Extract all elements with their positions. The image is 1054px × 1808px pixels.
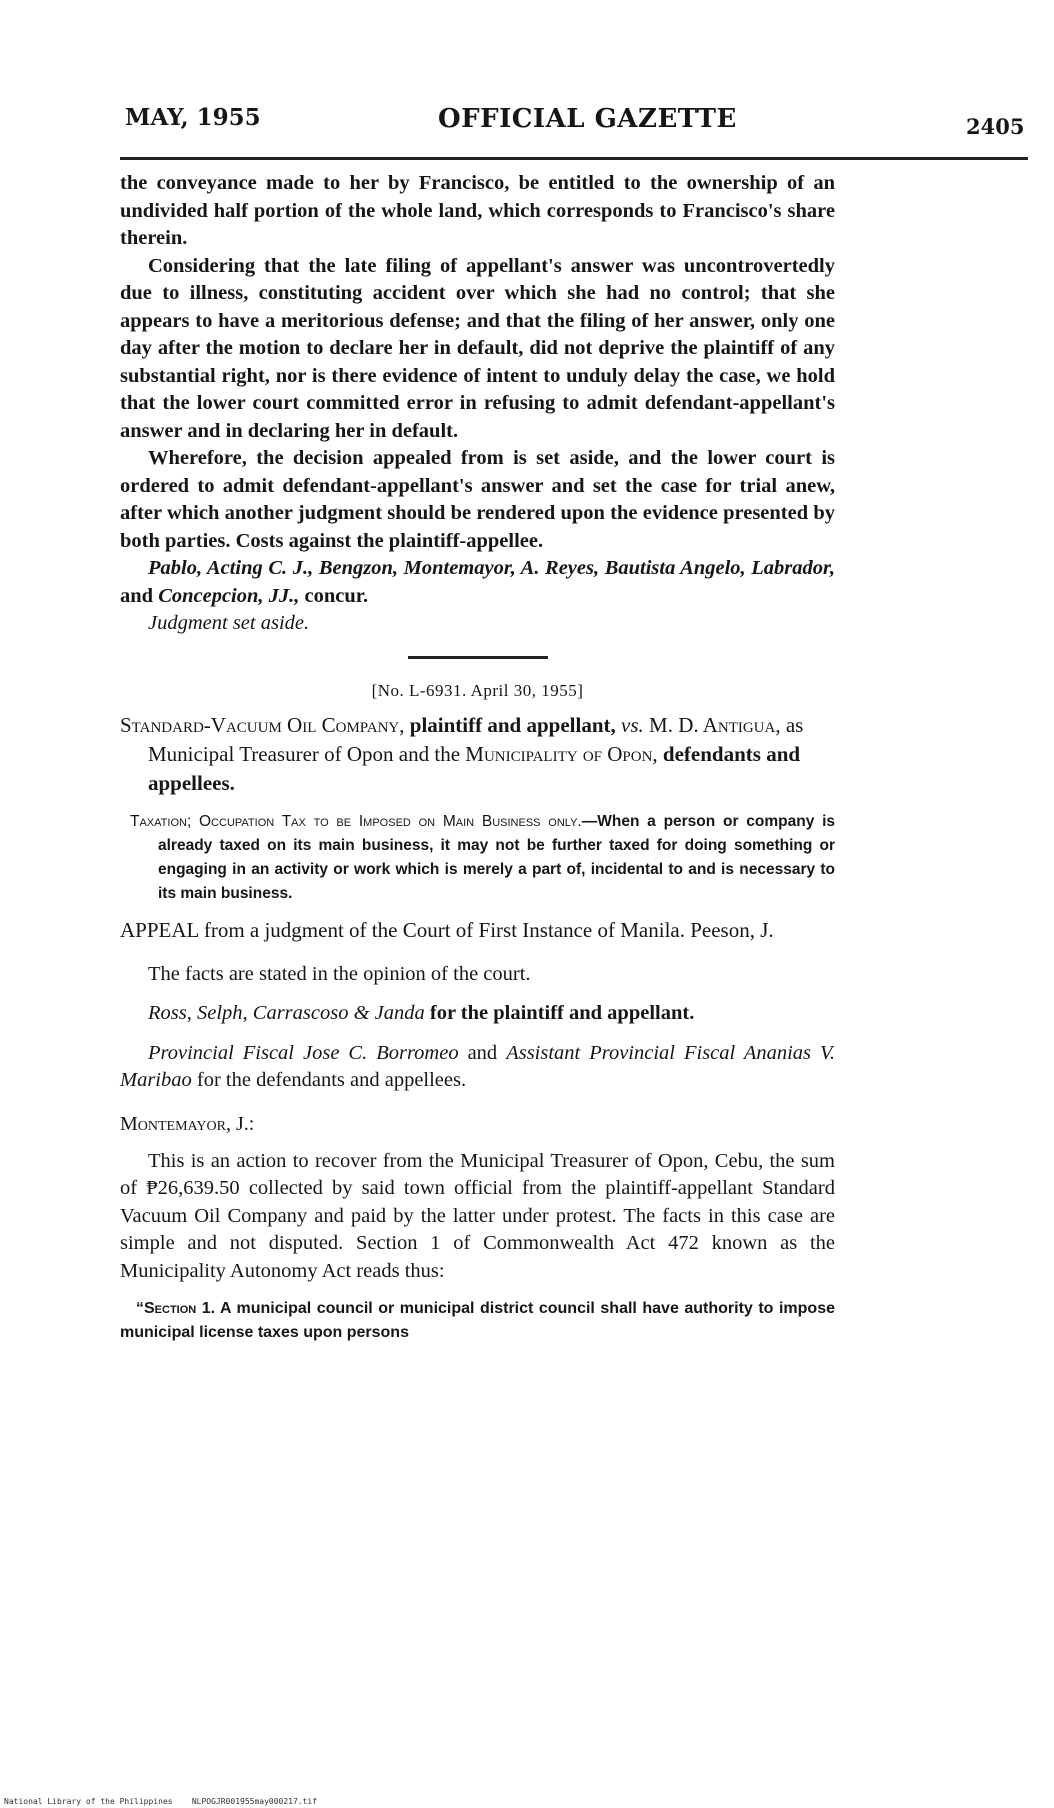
defendant-role: as Municipal Treasurer of Opon and the — [148, 712, 804, 766]
counsel-defendants-names-b: Assistant Provincial Fiscal Ananias V. Maribao — [120, 1041, 836, 1091]
quote-text: A municipal council or municipal district council shall have authority to impose municipal license taxes upon persons — [120, 1300, 835, 1341]
text-column — [120, 170, 835, 1345]
plaintiff-name: Standard-Vacuum Oil Company, — [120, 712, 405, 737]
appeal-word: APPEAL — [120, 917, 199, 942]
concurring-last: Concepcion, JJ., — [158, 584, 300, 607]
facts-line: The facts are stated in the opinion of the court. — [148, 962, 531, 985]
syllabus-heading: Taxation; Occupation Tax to be Imposed on Main Business only. — [130, 812, 582, 830]
wherefore-paragraph: Wherefore, the decision appealed from is set aside, and the lower court is ordered to admit defendant-appellant's answer and set the case for trial anew, after which another judgment should be rendered upon the evidence presented by both parties. Costs against the plaintiff-appellee. — [120, 447, 835, 552]
versus: vs. — [621, 712, 644, 737]
counsel-defendants-names: Provincial Fiscal Jose C. Borromeo — [148, 1041, 459, 1064]
header-publication: OFFICIAL GAZETTE — [438, 104, 737, 134]
ponente: Montemayor, J.: — [120, 1112, 255, 1135]
syllabus-text: —When a person or company is already taxed on its main business, it may not be further taxed for doing something or engaging in an activity or work which is merely a part of, incidental to and is necessary to its main business. — [158, 812, 836, 902]
municipality-name: Municipality of Opon, — [465, 741, 658, 766]
statute-quote — [120, 1297, 835, 1345]
section-divider — [408, 656, 548, 659]
case-caption — [120, 711, 835, 798]
opinion-paragraph: This is an action to recover from the Municipal Treasurer of Opon, Cebu, the sum of ₱26,639.50 collected by said town official from the plaintiff-appellant Standard Vacuum Oil Company and paid by the latter under protest. The facts in this case are simple and not disputed. Section 1 of Commonwealth Act 472 known as the Municipality Autonomy Act reads thus: — [120, 1149, 835, 1282]
concurrence-line — [120, 555, 835, 610]
concur-word: concur. — [304, 584, 369, 607]
counsel-plaintiff-names: Ross, Selph, Carrascoso & Janda — [148, 1002, 425, 1024]
header-date: MAY, 1955 — [125, 104, 261, 131]
concur-and: and — [120, 584, 154, 607]
counsel-defendants — [120, 1040, 835, 1095]
judgment-line: Judgment set aside. — [148, 612, 310, 634]
syllabus — [120, 810, 835, 906]
counsel-defendants-role: for the defendants and appellees. — [196, 1069, 467, 1091]
appeal-line — [120, 916, 835, 945]
defendant-name: M. D. Antigua, — [649, 712, 781, 737]
page-number: 2405 — [966, 114, 1025, 139]
quote-section: “Section 1. — [136, 1300, 216, 1317]
appeal-text: from a judgment of the Court of First Instance of Manila. Peeson, J. — [203, 917, 774, 942]
continuation-paragraph: the conveyance made to her by Francisco, be entitled to the ownership of an undivided half portion of the whole land, which corresponds to Francisco's share therein. — [120, 172, 835, 249]
counsel-plaintiff — [120, 1000, 835, 1028]
case-number: [No. L-6931. April 30, 1955] — [371, 680, 584, 700]
counsel-plaintiff-role: for the plaintiff and appellant. — [429, 1002, 695, 1024]
defendants-role: defendants and appellees. — [148, 741, 801, 795]
considering-paragraph: Considering that the late filing of appellant's answer was uncontrovertedly due to illness, constituting accident over which she had no control; that she appears to have a meritorious defense; and that the filing of her answer, only one day after the motion to declare her in default, did not deprive the plaintiff of any substantial right, nor is there evidence of intent to unduly delay the case, we hold that the lower court committed error in refusing to admit defendant-appellant's answer and in declaring her in default. — [120, 254, 835, 442]
concurring-justices: Pablo, Acting C. J., Bengzon, Montemayor, A. Reyes, Bautista Angelo, Labrador, — [148, 557, 835, 579]
plaintiff-role: plaintiff and appellant, — [409, 712, 616, 737]
scan-source-footer: National Library of the Philippines NLPOGJR001955may000217.tif — [4, 1797, 318, 1806]
header-rule — [120, 157, 1028, 160]
counsel-defendants-and: and — [467, 1041, 498, 1064]
